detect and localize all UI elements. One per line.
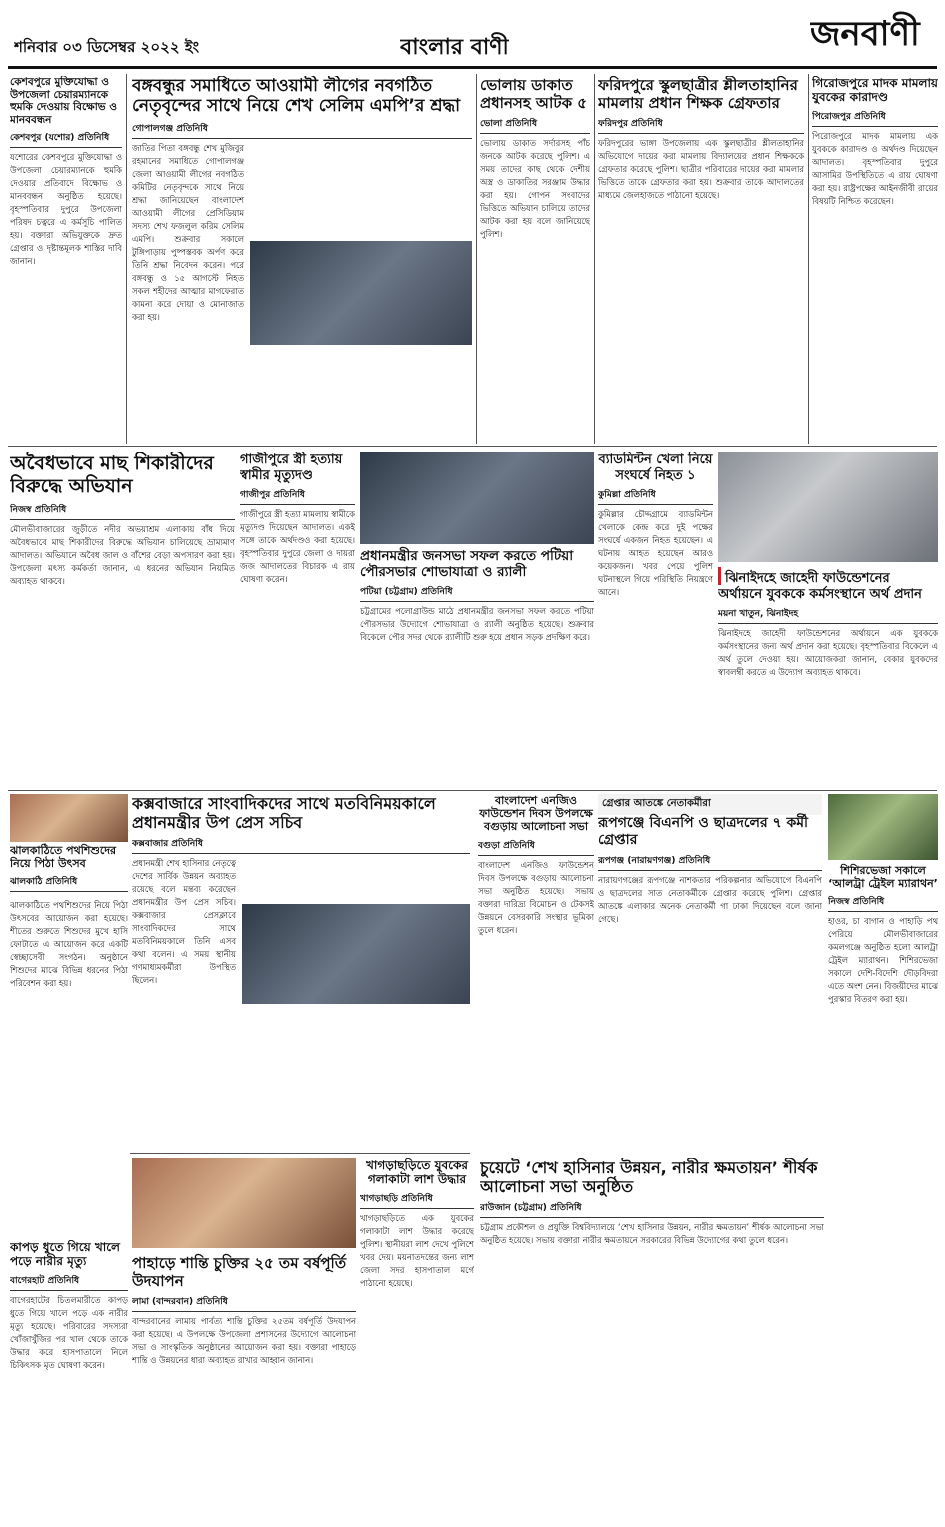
headline: কাপড় ধুতে গিয়ে খালে পড়ে নারীর মৃত্যু	[10, 1240, 120, 1269]
article-body: নারায়ণগঞ্জের রূপগঞ্জে নাশকতার পরিকল্পনার অভিযোগে বিএনপি ও ছাত্রদলের সাত নেতাকর্মীকে গ্রেপ্তার করেছে পুলিশ। গ্রেপ্তার আতঙ্কে এলাকার অনেক নেতাকর্মী গা ঢাকা দিয়েছেন বলে জানা গেছে।	[598, 874, 822, 924]
byline: নিজস্ব প্রতিনিধি	[828, 894, 938, 912]
byline: পিরোজপুর প্রতিনিধি	[812, 109, 938, 127]
byline: বাগেরহাট প্রতিনিধি	[10, 1273, 128, 1291]
byline: লামা (বান্দরবান) প্রতিনিধি	[132, 1294, 356, 1312]
article-body: চট্টগ্রামের পলোগ্রাউন্ড মাঠে প্রধানমন্ত্রীর জনসভা সফল করতে পটিয়া পৌরসভার উদ্যোগে শোভাযাত্রা ও র‌্যালী অনুষ্ঠিত হয়েছে। শুক্রবার বিকেলে পৌর সদর থেকে র‌্যালীটি শুরু হয়ে প্রধান সড়ক প্রদক্ষিণ করে।	[360, 606, 594, 643]
article-pirojpur	[812, 76, 938, 444]
article-cuet	[480, 1158, 824, 1515]
article-keshabpur	[10, 76, 122, 444]
byline: কুমিল্লা প্রতিনিধি	[598, 487, 713, 505]
article-peace-accord	[132, 1158, 356, 1515]
headline: বাংলাদেশ এনজিও ফাউন্ডেশন দিবস উপলক্ষে বগুড়ায় আলোচনা সভা	[479, 794, 593, 834]
article-body: ঝালকাঠিতে পথশিশুদের নিয়ে পিঠা উৎসবের আয়োজন করা হয়েছে। শীতের শুরুতে শিশুদের মুখে হাসি ফোটাতে এ আয়োজন করে একটি স্বেচ্ছাসেবী সংগঠন। অনুষ্ঠানে শিশুদের মাঝে বিভিন্ন ধরনের পিঠা পরিবেশন করা হয়।	[10, 900, 128, 988]
article-body: বান্দরবানের লামায় পার্বত্য শান্তি চুক্তির ২৫তম বর্ষপূর্তি উদযাপন করা হয়েছে। এ উপলক্ষে উপজেলা প্রশাসনের উদ্যোগে আলোচনা সভা ও সাংস্কৃতিক অনুষ্ঠানের আয়োজন করা হয়। বক্তারা পাহাড়ে শান্তি ও উন্নয়নের ধারা অব্যাহত রাখার আহ্বান জানান।	[132, 1316, 356, 1365]
byline: গোপালগঞ্জ প্রতিনিধি	[132, 121, 472, 139]
article-body: গাজীপুরে স্ত্রী হত্যা মামলায় স্বামীকে মৃত্যুদণ্ড দিয়েছেন আদালত। একই সঙ্গে তাকে অর্থদণ্ডও করা হয়েছে। বৃহস্পতিবার দুপুরে জেলা ও দায়রা জজ আদালতের বিচারক এ রায় ঘোষণা করেন।	[240, 509, 355, 585]
headline: কক্সবাজারে সাংবাদিকদের সাথে মতবিনিময়কালে প্রধানমন্ত্রীর উপ প্রেস সচিব	[132, 794, 436, 833]
byline: নিজস্ব প্রতিনিধি	[10, 502, 235, 520]
headline	[718, 567, 938, 602]
article-body: ভোলায় ডাকাত সর্দারসহ পাঁচ জনকে আটক করেছে পুলিশ। এ সময় তাদের কাছ থেকে দেশীয় অস্ত্র ও ডাকাতির সরঞ্জাম উদ্ধার করা হয়। গোপন সংবাদের ভিত্তিতে অভিযান চালিয়ে তাদের আটক করা হয় বলে জানিয়েছে পুলিশ।	[480, 138, 590, 239]
article-jhalokathi-body	[10, 896, 128, 1238]
header-rule	[8, 66, 937, 69]
news-photo	[828, 794, 938, 860]
byline: খাগড়াছড়ি প্রতিনিধি	[360, 1191, 474, 1209]
article-body: বাংলাদেশ এনজিও ফাউন্ডেশন দিবস উপলক্ষে বগুড়ায় আলোচনা সভা অনুষ্ঠিত হয়েছে। সভায় বক্তারা দারিদ্র্য বিমোচন ও টেকসই উন্নয়নে বেসরকারি সংস্থার ভূমিকা তুলে ধরেন।	[478, 859, 594, 935]
article-khagrachari	[360, 1158, 474, 1515]
article-patiya	[360, 452, 594, 787]
headline: রূপগঞ্জে বিএনপি ও ছাত্রদলের ৭ কর্মী গ্রেপ্তার	[598, 815, 809, 848]
byline: গাজীপুর প্রতিনিধি	[240, 487, 355, 505]
article-bagerhat	[10, 1240, 128, 1515]
column-divider	[808, 74, 809, 444]
article-bhola	[480, 76, 590, 444]
article-rupganj	[598, 794, 822, 1149]
row-divider	[130, 1153, 470, 1154]
article-body: জাতির পিতা বঙ্গবন্ধু শেখ মুজিবুর রহমানের সমাধিতে গোপালগঞ্জ জেলা আওয়ামী লীগের নবগঠিত কমিটির নেতৃবৃন্দকে সাথে নিয়ে শ্রদ্ধা জানিয়েছেন বাংলাদেশ আওয়ামী লীগের প্রেসিডিয়াম সদস্য শেখ ফজলুল করিম সেলিম এমপি। শুক্রবার সকালে টুঙ্গিপাড়ায় পুষ্পস্তবক অর্পণ করে তিনি শ্রদ্ধা নিবেদন করেন। পরে বঙ্গবন্ধু ও ১৫ আগস্টে নিহত সকল শহীদের আত্মার মাগফেরাত কামনা করে দোয়া ও মোনাজাত করা হয়।	[132, 142, 244, 322]
column-divider	[594, 74, 595, 444]
headline: ব্যাডমিন্টন খেলা নিয়ে সংঘর্ষে নিহত ১	[598, 452, 713, 483]
article-jhalokathi	[10, 794, 128, 894]
byline: রূপগঞ্জ (নারায়ণগঞ্জ) প্রতিনিধি	[598, 853, 822, 871]
article-body: ফরিদপুরের ভাঙ্গা উপজেলায় এক স্কুলছাত্রীর শ্লীলতাহানির অভিযোগে দায়ের করা মামলায় বিদ্যালয়ের প্রধান শিক্ষককে গ্রেফতার করেছে পুলিশ। ছাত্রীর পরিবারের দায়ের করা মামলার ভিত্তিতে তাকে গ্রেফতার করা হয়। শুক্রবার তাকে আদালতের মাধ্যমে জেলহাজতে পাঠানো হয়েছে।	[598, 138, 804, 200]
article-coxsbazar	[132, 794, 470, 1149]
headline: গিরোজপুরে মাদক মামলায় যুবকের কারাদণ্ড	[812, 76, 938, 105]
article-body: কুমিল্লার চৌদ্দগ্রামে ব্যাডমিন্টন খেলাকে কেন্দ্র করে দুই পক্ষের সংঘর্ষে একজন নিহত হয়েছেন। এ ঘটনায় আহত হয়েছেন আরও কয়েকজন। খবর পেয়ে পুলিশ ঘটনাস্থলে গিয়ে পরিস্থিতি নিয়ন্ত্রণে আনে।	[598, 509, 713, 598]
article-body: বাগেরহাটের চিতলমারীতে কাপড় ধুতে গিয়ে খালে পড়ে এক নারীর মৃত্যু হয়েছে। পরিবারের সদস্যরা খোঁজাখুঁজির পর খাল থেকে তাকে উদ্ধার করে হাসপাতালে নিলে চিকিৎসক মৃত ঘোষণা করেন।	[10, 1294, 128, 1370]
row-divider	[8, 790, 937, 791]
section-title: বাংলার বাণী	[400, 35, 509, 60]
newspaper-logo	[810, 8, 940, 64]
headline: ঝালকাঠিতে পথশিশুদের নিয়ে পিঠা উৎসব	[10, 844, 117, 871]
headline: ফরিদপুরে স্কুলছাত্রীর শ্লীলতাহানির মামলায় প্রধান শিক্ষক গ্রেফতার	[598, 76, 798, 112]
article-body: ঝিনাইদহে জাহেদী ফাউন্ডেশনের অর্থায়নে এক যুবককে কর্মসংস্থানের জন্য অর্থ প্রদান করা হয়েছে। বৃহস্পতিবার বিকেলে এ অর্থ তুলে দেওয়া হয়। আয়োজকরা জানান, বেকার যুবকদের স্বাবলম্বী করতে এ উদ্যোগ অব্যাহত থাকবে।	[718, 628, 938, 678]
headline: গাজীপুরে স্ত্রী হত্যায় স্বামীর মৃত্যুদণ্ড	[240, 452, 343, 483]
article-body: হাওর, চা বাগান ও পাহাড়ি পথ পেরিয়ে মৌলভীবাজারের কমলগঞ্জে অনুষ্ঠিত হলো আলট্রা ট্রেইল ম্যারাথন। শিশিরভেজা সকালে দেশি-বিদেশি দৌড়বিদরা এতে অংশ নেন। বিজয়ীদের মাঝে পুরস্কার বিতরণ করা হয়।	[828, 916, 938, 1005]
headline-marker	[718, 567, 721, 585]
news-photo	[242, 904, 470, 1004]
article-jhenaidah	[718, 452, 938, 787]
headline: কেশবপুরে মুক্তিযোদ্ধা ও উপজেলা চেয়ারম্যানকে হুমকি দেওয়ায় বিক্ষোভ ও মানববন্ধন	[10, 76, 117, 126]
column-divider	[476, 74, 477, 444]
byline: কক্সবাজার প্রতিনিধি	[132, 836, 470, 854]
kicker: গ্রেপ্তার আতঙ্কে নেতাকর্মীরা	[598, 794, 822, 815]
headline: ভোলায় ডাকাত প্রধানসহ আটক ৫	[480, 76, 588, 112]
article-ultra-trail	[828, 794, 938, 1514]
headline: প্রধানমন্ত্রীর জনসভা সফল করতে পটিয়া পৌরসভার শোভাযাত্রা ও র‌্যালী	[360, 548, 574, 581]
headline: অবৈধভাবে মাছ শিকারীদের বিরুদ্ধে অভিযান	[10, 452, 214, 497]
article-faridpur	[598, 76, 804, 444]
byline: ফরিদপুর প্রতিনিধি	[598, 116, 804, 134]
article-body: প্রধানমন্ত্রী শেখ হাসিনার নেতৃত্বে দেশের সার্বিক উন্নয়ন অব্যাহত রয়েছে বলে মন্তব্য করেছেন প্রধানমন্ত্রীর উপ প্রেস সচিব। কক্সবাজার প্রেসক্লাবে সাংবাদিকদের সাথে মতবিনিময়কালে তিনি এসব কথা বলেন। এ সময় স্থানীয় গণমাধ্যমকর্মীরা উপস্থিত ছিলেন।	[132, 858, 236, 986]
byline: ঝালকাঠি প্রতিনিধি	[10, 874, 128, 892]
article-body: পিরোজপুরে মাদক মামলায় এক যুবককে কারাদণ্ড ও অর্থদণ্ড দিয়েছেন আদালত। বৃহস্পতিবার দুপুরে আসামির উপস্থিতিতে এ রায় ঘোষণা করা হয়। রাষ্ট্রপক্ষের আইনজীবী রায়ের বিষয়টি নিশ্চিত করেছেন।	[812, 130, 938, 206]
news-photo	[132, 1158, 356, 1248]
news-photo	[250, 241, 472, 345]
article-gazipur	[240, 452, 355, 787]
logo-text: জনবাণী	[810, 14, 920, 54]
article-bogura	[478, 794, 594, 1149]
article-fish-poaching	[10, 452, 235, 787]
headline: শিশিরভেজা সকালে ‘আলট্রা ট্রেইল ম্যারাথন’	[828, 864, 938, 891]
article-body: মৌলভীবাজারের জুড়ীতে নদীর অভয়াশ্রম এলাকায় বাঁধ দিয়ে অবৈধভাবে মাছ শিকারীদের বিরুদ্ধে অভিযান চালিয়েছে ভ্রাম্যমাণ আদালত। অভিযানে অবৈধ জাল ও বাঁশের বেড়া অপসারণ করা হয়। উপজেলা মৎস্য কর্মকর্তা জানান, এ ধরনের অভিযান নিয়মিত অব্যাহত থাকবে।	[10, 523, 235, 586]
column-divider	[126, 74, 127, 444]
news-photo	[718, 452, 938, 562]
byline: কেশবপুর (যশোর) প্রতিনিধি	[10, 130, 122, 148]
article-body: চট্টগ্রাম প্রকৌশল ও প্রযুক্তি বিশ্ববিদ্যালয়ে ‘শেখ হাসিনার উন্নয়ন, নারীর ক্ষমতায়ন’ শীর্ষক আলোচনা সভা অনুষ্ঠিত হয়েছে। সভায় বক্তারা নারীর ক্ষমতায়নে সরকারের বিভিন্ন উদ্যোগের কথা তুলে ধরেন।	[480, 1222, 824, 1246]
headline-text: ঝিনাইদহে জাহেদী ফাউন্ডেশনের অর্থায়নে যুবককে কর্মসংস্থানে অর্থ প্রদান	[718, 571, 922, 602]
headline: চুয়েটে ‘শেখ হাসিনার উন্নয়ন, নারীর ক্ষমতায়ন’ শীর্ষক আলোচনা সভা অনুষ্ঠিত	[480, 1158, 818, 1197]
headline: খাগড়াছড়িতে যুবকের গলাকাটা লাশ উদ্ধার	[366, 1158, 468, 1187]
headline: বঙ্গবন্ধুর সমাধিতে আওয়ামী লীগের নবগঠিত নেতৃবৃন্দের সাথে নিয়ে শেখ সেলিম এমপি’র শ্রদ্ধা	[132, 76, 461, 117]
row-divider	[8, 446, 937, 447]
article-bangabandhu-tomb	[132, 76, 472, 444]
byline: পটিয়া (চট্টগ্রাম) প্রতিনিধি	[360, 584, 594, 602]
byline: বগুড়া প্রতিনিধি	[478, 838, 594, 856]
byline: ভোলা প্রতিনিধি	[480, 116, 590, 134]
article-badminton	[598, 452, 713, 787]
byline: ময়না খাতুন, ঝিনাইদহ	[718, 606, 938, 624]
headline: পাহাড়ে শান্তি চুক্তির ২৫ তম বর্ষপূর্তি উদযাপন	[132, 1254, 347, 1290]
issue-date: শনিবার ০৩ ডিসেম্বর ২০২২ ইং	[14, 38, 200, 56]
byline: রাউজান (চট্টগ্রাম) প্রতিনিধি	[480, 1200, 824, 1218]
article-body: খাগড়াছড়িতে এক যুবকের গলাকাটা লাশ উদ্ধার করেছে পুলিশ। স্থানীয়রা লাশ দেখে পুলিশে খবর দেয়। ময়নাতদন্তের জন্য লাশ জেলা সদর হাসপাতাল মর্গে পাঠানো হয়েছে।	[360, 1212, 474, 1288]
news-photo	[10, 794, 128, 842]
article-body: যশোরের কেশবপুরে মুক্তিযোদ্ধা ও উপজেলা চেয়ারম্যানকে হুমকি দেওয়ার প্রতিবাদে বিক্ষোভ ও মানববন্ধন অনুষ্ঠিত হয়েছে। বৃহস্পতিবার দুপুরে উপজেলা পরিষদ চত্বরে এ কর্মসূচি পালিত হয়। বক্তারা অভিযুক্তকে দ্রুত গ্রেপ্তার ও দৃষ্টান্তমূলক শাস্তির দাবি জানান।	[10, 152, 122, 267]
news-photo	[360, 452, 594, 544]
